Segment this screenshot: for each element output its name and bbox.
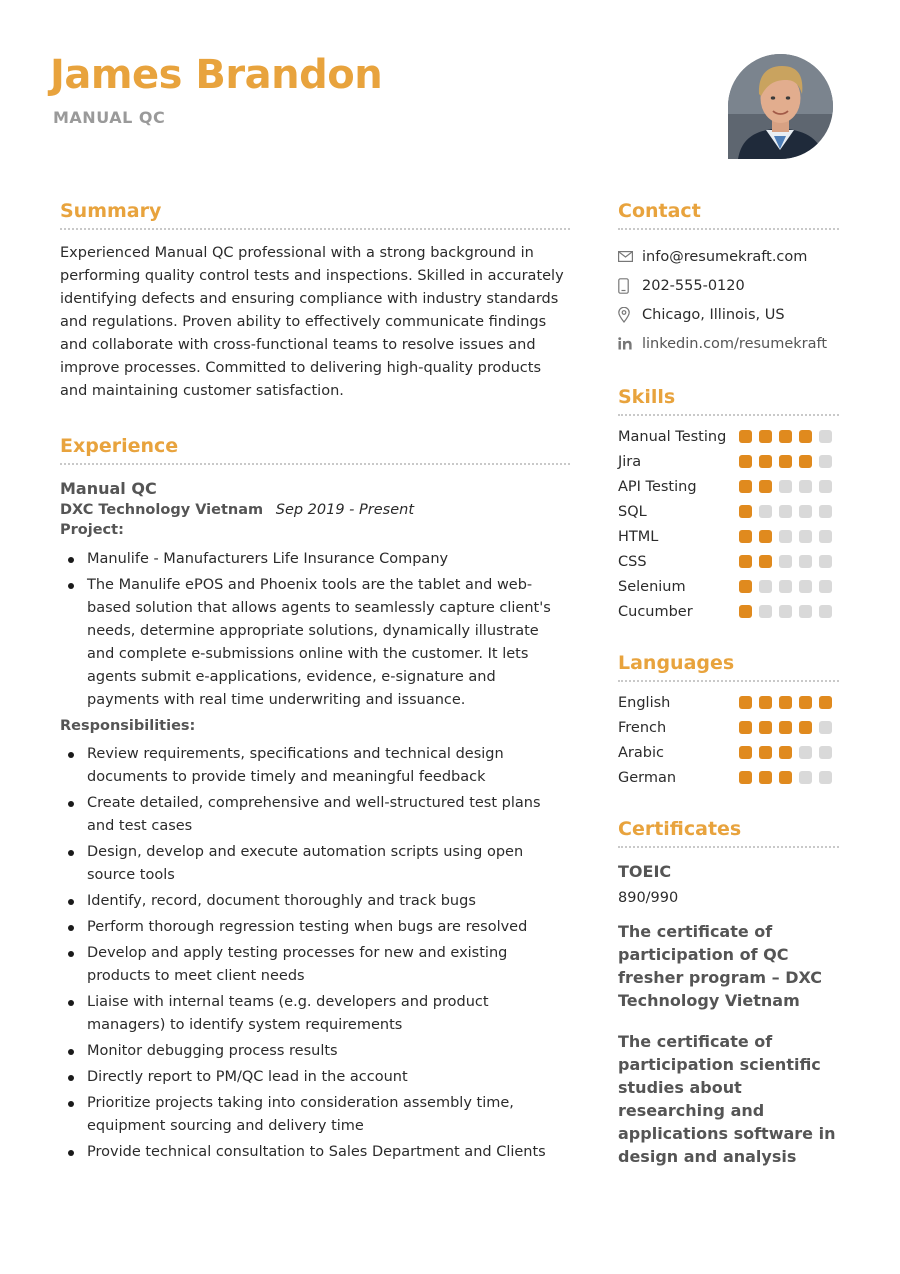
rating-dots: [739, 530, 839, 543]
rating-dot-empty: [819, 530, 832, 543]
summary-heading: Summary: [60, 200, 570, 230]
rating-dot-empty: [819, 580, 832, 593]
job-dates: Sep 2019 - Present: [275, 502, 415, 518]
cert-toeic-score: 890/990: [618, 890, 679, 906]
rating-label: Arabic: [618, 744, 664, 761]
rating-dots: [739, 605, 839, 618]
rating-label: CSS: [618, 553, 647, 570]
rating-dot-empty: [819, 746, 832, 759]
rating-dot-empty: [779, 505, 792, 518]
cert-toeic-name: TOEIC: [618, 862, 672, 881]
rating-row: [618, 474, 839, 499]
rating-dot-filled: [739, 530, 752, 543]
rating-dots: [739, 746, 839, 759]
list-item: Identify, record, document thoroughly and track bugs: [60, 890, 570, 913]
rating-dots: [739, 455, 839, 468]
rating-row: [618, 449, 839, 474]
rating-row: [618, 574, 839, 599]
rating-dot-filled: [759, 530, 772, 543]
phone-value: 202-555-0120: [642, 277, 745, 294]
rating-dot-empty: [819, 480, 832, 493]
envelope-icon: [618, 248, 642, 266]
rating-dot-empty: [819, 455, 832, 468]
candidate-title: MANUAL QC: [53, 108, 166, 127]
certificates-section: [618, 818, 839, 1168]
rating-dot-empty: [819, 555, 832, 568]
rating-dot-filled: [799, 721, 812, 734]
rating-dot-filled: [739, 746, 752, 759]
rating-dots: [739, 721, 839, 734]
rating-dot-filled: [739, 605, 752, 618]
contact-email: [618, 242, 839, 271]
rating-dot-empty: [819, 605, 832, 618]
contact-heading: Contact: [618, 200, 839, 230]
rating-dot-filled: [819, 696, 832, 709]
responsibilities-label: Responsibilities:: [60, 718, 196, 734]
rating-dot-empty: [819, 771, 832, 784]
rating-row: [618, 765, 839, 790]
rating-dot-empty: [819, 430, 832, 443]
languages-list: [618, 690, 839, 790]
rating-dot-filled: [779, 430, 792, 443]
profile-photo: [728, 54, 833, 159]
rating-dot-filled: [759, 430, 772, 443]
rating-label: French: [618, 719, 667, 736]
certificates-heading: Certificates: [618, 818, 839, 848]
rating-dot-filled: [739, 580, 752, 593]
rating-dot-empty: [799, 480, 812, 493]
job-title: Manual QC: [60, 479, 157, 498]
rating-dot-filled: [739, 721, 752, 734]
experience-section: [60, 435, 570, 1164]
rating-label: SQL: [618, 503, 647, 520]
rating-dot-empty: [779, 580, 792, 593]
rating-row: [618, 715, 839, 740]
linkedin-icon: [618, 335, 642, 353]
rating-dot-empty: [759, 505, 772, 518]
rating-dot-filled: [799, 430, 812, 443]
rating-dot-filled: [779, 455, 792, 468]
rating-label: API Testing: [618, 478, 697, 495]
rating-row: [618, 524, 839, 549]
list-item: Monitor debugging process results: [60, 1040, 570, 1063]
rating-label: English: [618, 694, 671, 711]
rating-dot-empty: [819, 721, 832, 734]
rating-dot-filled: [799, 696, 812, 709]
contact-phone: [618, 271, 839, 300]
list-item: Prioritize projects taking into consideration assembly time, equipment sourcing and delivery time: [60, 1092, 570, 1138]
experience-heading: Experience: [60, 435, 570, 465]
rating-dot-empty: [799, 505, 812, 518]
rating-dot-empty: [799, 555, 812, 568]
rating-dot-empty: [779, 480, 792, 493]
skills-list: [618, 424, 839, 624]
contact-section: [618, 200, 839, 358]
rating-dot-empty: [799, 605, 812, 618]
rating-dot-filled: [759, 721, 772, 734]
rating-dot-filled: [759, 696, 772, 709]
rating-label: German: [618, 769, 677, 786]
list-item: Design, develop and execute automation scripts using open source tools: [60, 841, 570, 887]
rating-dot-filled: [759, 455, 772, 468]
contact-location: [618, 300, 839, 329]
rating-dot-empty: [779, 530, 792, 543]
rating-dot-filled: [739, 480, 752, 493]
rating-dot-empty: [819, 505, 832, 518]
left-column: [60, 200, 570, 1167]
rating-dots: [739, 696, 839, 709]
rating-dots: [739, 505, 839, 518]
rating-row: [618, 424, 839, 449]
rating-dots: [739, 771, 839, 784]
rating-dot-filled: [759, 771, 772, 784]
location-value: Chicago, Illinois, US: [642, 306, 785, 323]
list-item: Liaise with internal teams (e.g. developers and product managers) to identify system requirements: [60, 991, 570, 1037]
list-item: Directly report to PM/QC lead in the account: [60, 1066, 570, 1089]
rating-dot-filled: [739, 430, 752, 443]
right-column: [618, 200, 839, 1186]
rating-dot-filled: [779, 771, 792, 784]
summary-section: [60, 200, 570, 403]
rating-dot-filled: [739, 696, 752, 709]
project-list: [60, 548, 570, 712]
cert-scientific-studies: The certificate of participation scientific studies about researching and applications software in design and analysis: [618, 1032, 836, 1166]
rating-dot-empty: [779, 555, 792, 568]
contact-linkedin: [618, 329, 839, 358]
list-item: Create detailed, comprehensive and well-structured test plans and test cases: [60, 792, 570, 838]
rating-label: HTML: [618, 528, 659, 545]
rating-dot-empty: [759, 605, 772, 618]
responsibilities-list: [60, 743, 570, 1164]
rating-label: Selenium: [618, 578, 686, 595]
rating-dot-empty: [779, 605, 792, 618]
linkedin-value[interactable]: linkedin.com/resumekraft: [642, 335, 828, 352]
list-item: Provide technical consultation to Sales Department and Clients: [60, 1141, 570, 1164]
candidate-name: James Brandon: [50, 52, 383, 98]
skills-section: [618, 386, 839, 624]
email-value[interactable]: info@resumekraft.com: [642, 248, 808, 265]
company-name: DXC Technology Vietnam: [60, 502, 264, 518]
rating-dot-filled: [799, 455, 812, 468]
cert-qc-program: The certificate of participation of QC fresher program – DXC Technology Vietnam: [618, 922, 823, 1010]
rating-dot-empty: [759, 580, 772, 593]
rating-dot-empty: [799, 580, 812, 593]
rating-label: Manual Testing: [618, 428, 727, 445]
list-item: Perform thorough regression testing when bugs are resolved: [60, 916, 570, 939]
rating-dots: [739, 555, 839, 568]
rating-dot-filled: [739, 771, 752, 784]
list-item: The Manulife ePOS and Phoenix tools are the tablet and web-based solution that allows agents to seamlessly capture client's needs, determine appropriate solutions, dynamically illustrate and complete e-submissions online with the customer. It lets agents submit e-applications, evidence, e-signature and payments with real time underwriting and issuance.: [60, 574, 570, 712]
rating-dot-filled: [739, 555, 752, 568]
map-pin-icon: [618, 306, 642, 324]
rating-dots: [739, 580, 839, 593]
rating-row: [618, 740, 839, 765]
rating-dot-empty: [799, 530, 812, 543]
rating-row: [618, 499, 839, 524]
rating-row: [618, 599, 839, 624]
skills-heading: Skills: [618, 386, 839, 416]
company-line: [60, 502, 570, 518]
project-label: Project:: [60, 522, 124, 538]
list-item: Manulife - Manufacturers Life Insurance Company: [60, 548, 570, 571]
rating-dots: [739, 430, 839, 443]
avatar-portrait: [728, 54, 833, 159]
rating-dot-filled: [779, 746, 792, 759]
rating-dots: [739, 480, 839, 493]
rating-row: [618, 690, 839, 715]
rating-dot-filled: [739, 505, 752, 518]
summary-text: Experienced Manual QC professional with a strong background in performing quality control tests and inspections. Skilled in accurately identifying defects and ensuring compliance with industry standards and regulations. Proven ability to effectively communicate findings and collaborate with cross-functional teams to resolve issues and improve processes. Committed to delivering high-quality products and maintaining customer satisfaction.: [60, 245, 564, 399]
rating-dot-filled: [779, 696, 792, 709]
languages-heading: Languages: [618, 652, 839, 682]
rating-dot-filled: [759, 746, 772, 759]
rating-label: Jira: [618, 453, 642, 470]
rating-dot-filled: [739, 455, 752, 468]
phone-icon: [618, 277, 642, 295]
rating-dot-empty: [799, 771, 812, 784]
rating-row: [618, 549, 839, 574]
rating-label: Cucumber: [618, 603, 693, 620]
list-item: Develop and apply testing processes for new and existing products to meet client needs: [60, 942, 570, 988]
rating-dot-empty: [799, 746, 812, 759]
rating-dot-filled: [759, 480, 772, 493]
rating-dot-filled: [779, 721, 792, 734]
list-item: Review requirements, specifications and technical design documents to provide timely and meaningful feedback: [60, 743, 570, 789]
rating-dot-filled: [759, 555, 772, 568]
languages-section: [618, 652, 839, 790]
